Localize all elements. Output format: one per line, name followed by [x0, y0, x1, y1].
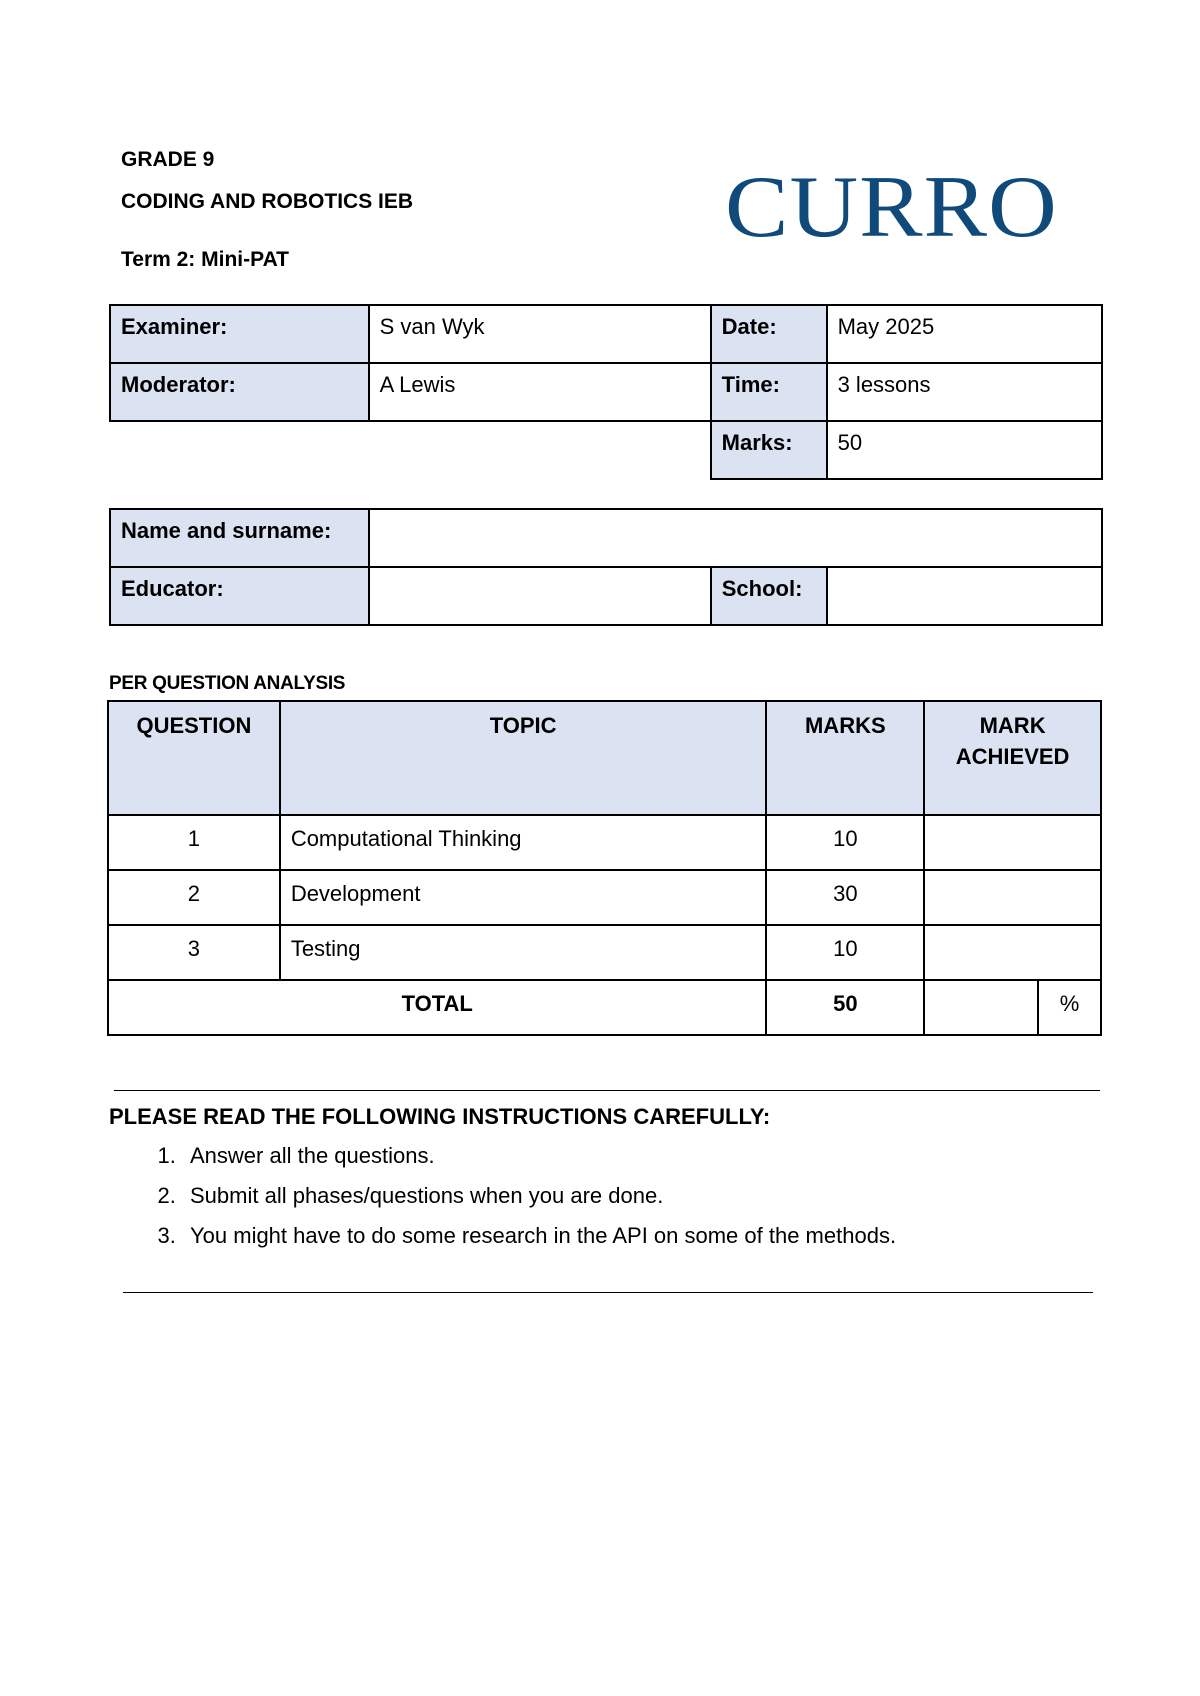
- table-row: [110, 421, 1102, 479]
- marks-label: Marks:: [711, 421, 827, 479]
- educator-label: Educator:: [110, 567, 369, 625]
- grade-heading: GRADE 9: [121, 148, 215, 171]
- table-row: [110, 509, 1102, 567]
- table-row: [108, 870, 1101, 925]
- marks-value: 50: [827, 421, 1102, 479]
- instructions-title: PLEASE READ THE FOLLOWING INSTRUCTIONS CAREFULLY:: [109, 1104, 771, 1129]
- question-number: 1: [108, 815, 280, 870]
- date-label: Date:: [711, 305, 827, 363]
- exam-info-table: [109, 304, 1103, 480]
- empty-cell: [110, 421, 369, 479]
- table-row: [110, 305, 1102, 363]
- empty-cell: [369, 421, 711, 479]
- topic-cell: Testing: [280, 925, 767, 980]
- topic-cell: Computational Thinking: [280, 815, 767, 870]
- table-row: [108, 815, 1101, 870]
- question-header: QUESTION: [108, 701, 280, 815]
- date-value: May 2025: [827, 305, 1102, 363]
- list-item: 1. Answer all the questions.: [182, 1136, 896, 1176]
- instructions-list: [142, 1136, 896, 1256]
- question-analysis-table: [107, 700, 1102, 1036]
- table-header-row: [108, 701, 1101, 815]
- term-heading: Term 2: Mini-PAT: [121, 248, 289, 271]
- table-row: [108, 925, 1101, 980]
- table-row: [110, 567, 1102, 625]
- total-row: [108, 980, 1101, 1035]
- school-field[interactable]: [827, 567, 1102, 625]
- percent-symbol: %: [1038, 980, 1101, 1035]
- subject-heading: CODING AND ROBOTICS IEB: [121, 190, 414, 213]
- name-label: Name and surname:: [110, 509, 369, 567]
- moderator-value: A Lewis: [369, 363, 711, 421]
- school-label: School:: [711, 567, 827, 625]
- total-achieved-field[interactable]: [924, 980, 1038, 1035]
- achieved-field[interactable]: [924, 815, 1101, 870]
- mark-achieved-header: MARK ACHIEVED: [924, 701, 1101, 815]
- marks-header: MARKS: [766, 701, 924, 815]
- curro-logo: CURRO: [725, 159, 1058, 256]
- student-info-table: [109, 508, 1103, 626]
- analysis-section-title: PER QUESTION ANALYSIS: [109, 673, 346, 694]
- achieved-field[interactable]: [924, 925, 1101, 980]
- table-row: [110, 363, 1102, 421]
- total-marks: 50: [766, 980, 924, 1035]
- time-label: Time:: [711, 363, 827, 421]
- divider-line: [123, 1292, 1093, 1293]
- question-number: 3: [108, 925, 280, 980]
- educator-field[interactable]: [369, 567, 711, 625]
- moderator-label: Moderator:: [110, 363, 369, 421]
- list-item: 3. You might have to do some research in the API on some of the methods.: [182, 1216, 896, 1256]
- time-value: 3 lessons: [827, 363, 1102, 421]
- name-field[interactable]: [369, 509, 1102, 567]
- marks-cell: 10: [766, 815, 924, 870]
- total-label: TOTAL: [108, 980, 766, 1035]
- achieved-field[interactable]: [924, 870, 1101, 925]
- marks-cell: 10: [766, 925, 924, 980]
- question-number: 2: [108, 870, 280, 925]
- list-item: 2. Submit all phases/questions when you are done.: [182, 1176, 896, 1216]
- topic-header: TOPIC: [280, 701, 767, 815]
- marks-cell: 30: [766, 870, 924, 925]
- divider-line: [114, 1090, 1100, 1091]
- examiner-label: Examiner:: [110, 305, 369, 363]
- examiner-value: S van Wyk: [369, 305, 711, 363]
- topic-cell: Development: [280, 870, 767, 925]
